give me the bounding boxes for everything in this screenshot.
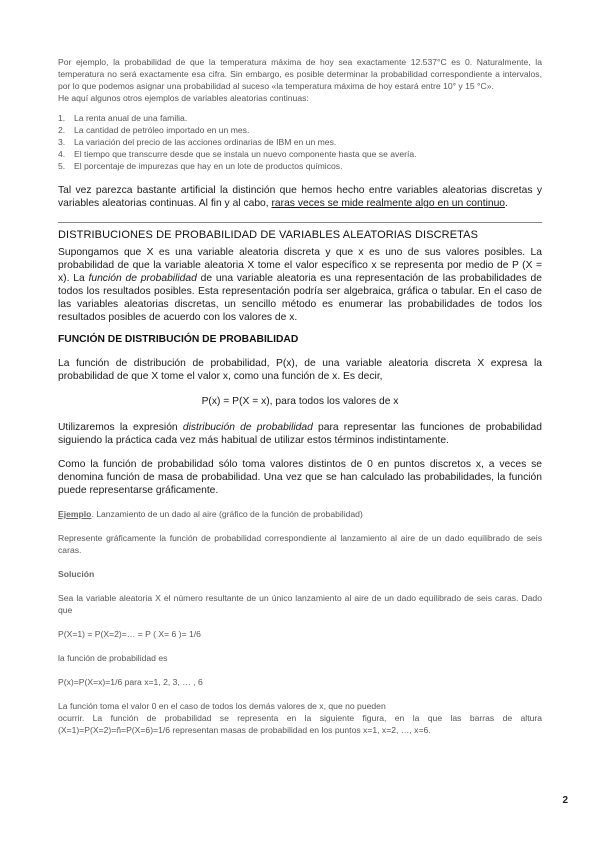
section-paragraph: Supongamos que X es una variable aleatoria discreta y que x es uno de sus valores posibles. La probabilidad de que la variable aleatoria X tome el valor específico x se representa por medio de P (X = x). La función de probabilidad de una variable aleatoria es una representación de las probabilidades de todos los resultados posibles. Esta representación podría ser algebraica, gráfica o tabular. En el caso de las variables aleatorias discretas, un sencillo método es enumerar las probabilidades de todos los resultados posibles de acuerdo con los valores de x. [58, 247, 542, 323]
formula: P(x) = P(X = x), para todos los valores de x [201, 396, 399, 407]
underlined-phrase: raras veces se mide realmente algo en un continuo [271, 198, 506, 209]
page-number: 2 [562, 795, 568, 806]
intro-lead: He aquí algunos otros ejemplos de variables aleatorias continuas: [58, 93, 309, 103]
example-statement: Represente gráficamente la función de probabilidad correspondiente al lanzamiento al aire de un dado equilibrado de seis caras. [58, 533, 542, 555]
usage-paragraph: Utilizaremos la expresión distribución de probabilidad para representar las funciones de probabilidad siguiendo la práctica cada vez más habitual de utilizar estos términos indistintamente. [58, 422, 542, 446]
list-item: 1. La renta anual de una familia. [58, 113, 188, 123]
subsection-title: FUNCIÓN DE DISTRIBUCIÓN DE PROBABILIDAD [58, 334, 299, 345]
section-divider [58, 222, 542, 223]
solution-label: Solución [58, 569, 95, 579]
list-item: 5. El porcentaje de impurezas que hay en un lote de productos químicos. [58, 161, 343, 171]
solution-paragraph: Sea la variable aleatoria X el número resultante de un único lanzamiento al aire de un dado equilibrado de seis caras. Dado que [58, 593, 542, 615]
solution-conclusion: ocurrir. La función de probabilidad se representa en la siguiente figura, en la que las barras de altura (X=1)=P(X=2)=ñ=P(X=6)=1/6 representan masas de probabilidad en los puntos x=1, x=2, …, x=6. [58, 713, 542, 735]
solution-text: la función de probabilidad es [58, 653, 168, 663]
solution-equation: P(X=1) = P(X=2)=… = P ( X= 6 )= 1/6 [58, 629, 201, 639]
examples-list [58, 112, 542, 172]
solution-conclusion-first-line: La función toma el valor 0 en el caso de todos los demás valores de x, que no pueden [58, 701, 386, 711]
list-item: 4. El tiempo que transcurre desde que se instala un nuevo componente hasta que se avería. [58, 149, 417, 159]
list-item: 3. La variación del precio de las acciones ordinarias de IBM en un mes. [58, 137, 337, 147]
section-title: DISTRIBUCIONES DE PROBABILIDAD DE VARIABLES ALEATORIAS DISCRETAS [58, 229, 479, 241]
intro-closing: Tal vez parezca bastante artificial la distinción que hemos hecho entre variables aleatorias discretas y variables aleatorias continuas. Al fin y al cabo, raras veces se mide realmente algo en un continuo. [58, 185, 542, 209]
list-item: 2. La cantidad de petróleo importado en un mes. [58, 125, 250, 135]
intro-paragraph: Por ejemplo, la probabilidad de que la temperatura máxima de hoy sea exactamente 12.537°C es 0. Naturalmente, la temperatura no será exactamente esa cifra. Sin embargo, es posible determinar la probabilidad correspondiente a intervalos, por lo que podemos asignar una probabilidad al suceso «la temperatura máxima de hoy estará entre 10° y 15 °C». [58, 57, 542, 91]
definition-paragraph: La función de distribución de probabilidad, P(x), de una variable aleatoria discreta X expresa la probabilidad de que X tome el valor x, como una función de x. Es decir, [58, 358, 542, 382]
solution-formula: P(x)=P(X=x)=1/6 para x=1, 2, 3, … , 6 [58, 677, 203, 687]
example-heading: Ejemplo. Lanzamiento de un dado al aire (gráfico de la función de probabilidad) [58, 509, 363, 519]
mass-paragraph: Como la función de probabilidad sólo toma valores distintos de 0 en puntos discretos x, a veces se denomina función de masa de probabilidad. Una vez que se han calculado las probabilidades, la función puede representarse gráficamente. [58, 459, 542, 496]
